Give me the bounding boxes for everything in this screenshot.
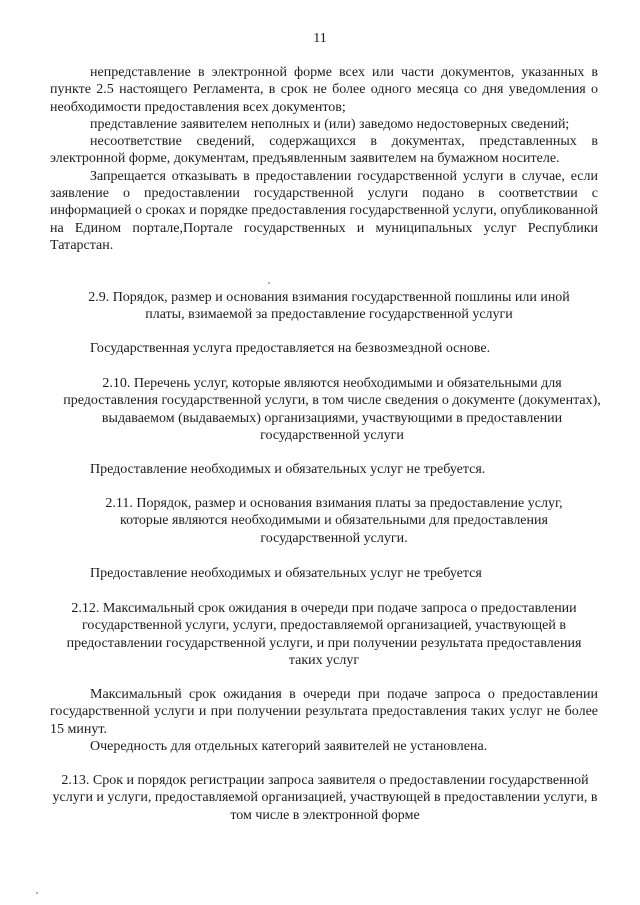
paragraph-nonsubmission: непредставление в электронной форме всех или части документов, указанных в пункте 2.5 настоящего Регламента, в срок не более одного месяца со дня уведомления о необходимости предоставления всех документов; <box>50 65 598 115</box>
intro-section <box>50 64 598 254</box>
section-2-12-text-queue-order: Очередность для отдельных категорий заявителей не установлена. <box>90 738 488 754</box>
section-2-11-heading: 2.11. Порядок, размер и основания взимания платы за предоставление услуг, которые являются необходимыми и обязательными для предоставления государственной услуги. <box>105 496 563 546</box>
paragraph-incomplete-info: представление заявителем неполных и (или) заведомо недостоверных сведений; <box>90 116 570 132</box>
section-2-9-text: Государственная услуга предоставляется на безвозмездной основе. <box>90 341 491 356</box>
page-number: 11 <box>313 31 327 46</box>
section-2-12-heading: 2.12. Максимальный срок ожидания в очереди при подаче запроса о предоставлении государственной услуги, услуги, предоставляемой организацией, участвующей в предоставлении государственной услуги, и при получении результата предоставления таких услуг <box>66 601 582 668</box>
section-2-10-heading: 2.10. Перечень услуг, которые являются необходимыми и обязательными для предоставления государственной услуги, в том числе сведения о документе (документах), выдаваемом (выдаваемых) организациями, участвующими в предоставлении государственной услуги <box>63 376 601 443</box>
section-2-10-text: Предоставление необходимых и обязательных услуг не требуется. <box>90 462 486 477</box>
section-2-9-heading: 2.9. Порядок, размер и основания взимания государственной пошлины или иной платы, взимаемой за предоставление государственной услуги <box>88 290 570 323</box>
section-2-13-heading: 2.13. Срок и порядок регистрации запроса заявителя о предоставлении государственной услуги и услуги, предоставляемой организацией, участвующей в предоставлении услуги, в том числе в электронной форме <box>52 773 598 823</box>
paragraph-mismatch: несоответствие сведений, содержащихся в документах, представленных в электронной форме, документам, предъявленным заявителем на бумажном носителе. <box>50 134 598 167</box>
scan-speck <box>36 892 38 894</box>
section-2-12-body <box>50 686 598 755</box>
scan-speck <box>268 282 270 284</box>
section-2-12-text-max-wait: Максимальный срок ожидания в очереди при подаче запроса о предоставлении государственной услуги и при получении результата предоставления таких услуг не более 15 минут. <box>50 687 598 737</box>
section-2-11-text: Предоставление необходимых и обязательных услуг не требуется <box>90 566 482 581</box>
paragraph-refusal-prohibited: Запрещается отказывать в предоставлении государственной услуги в случае, если заявление о предоставлении государственной услуги подано в соответствии с информацией о сроках и порядке предоставления государственной услуги, опубликованной на Едином портале,Портале государственных и муниципальных услуг Республики Татарстан. <box>50 168 598 253</box>
